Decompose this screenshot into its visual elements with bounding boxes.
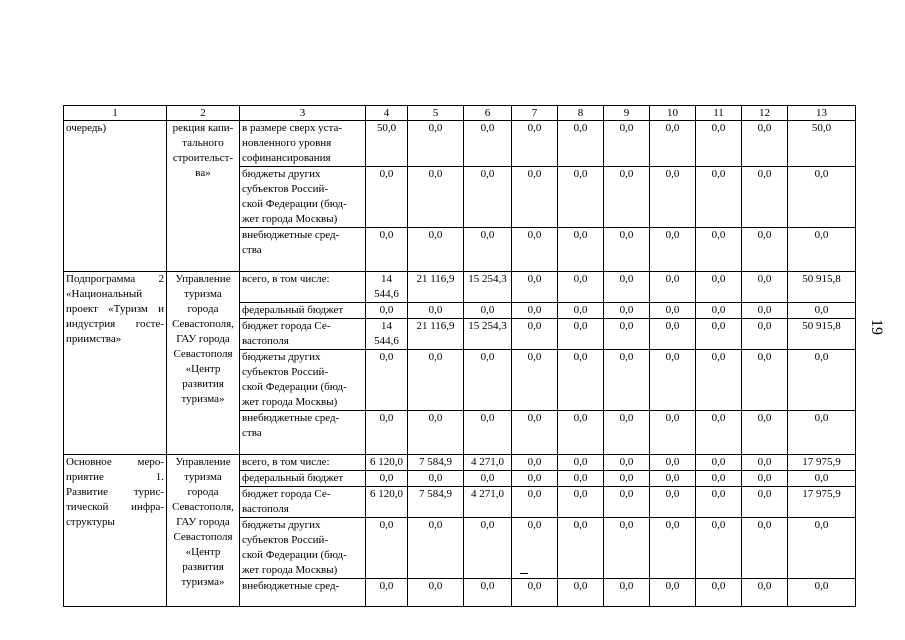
column-number-cell: 12	[742, 106, 788, 121]
column-number-cell: 13	[788, 106, 856, 121]
amount-cell: 0,0	[366, 303, 408, 319]
amount-cell: 0,0	[742, 455, 788, 471]
amount-cell: 0,0	[742, 167, 788, 228]
amount-cell: 0,0	[512, 471, 558, 487]
amount-cell: 0,0	[650, 319, 696, 350]
amount-cell: 21 116,9	[408, 272, 464, 303]
amount-cell: 0,0	[366, 350, 408, 411]
amount-cell: 0,0	[604, 272, 650, 303]
amount-cell: 4 271,0	[464, 487, 512, 518]
amount-cell: 0,0	[650, 579, 696, 607]
budget-table	[63, 105, 856, 607]
amount-cell: 0,0	[464, 411, 512, 455]
column-number-cell: 9	[604, 106, 650, 121]
amount-cell: 50 915,8	[788, 272, 856, 303]
amount-cell: 0,0	[558, 272, 604, 303]
amount-cell: 0,0	[788, 471, 856, 487]
amount-cell: 0,0	[464, 303, 512, 319]
amount-cell: 0,0	[788, 303, 856, 319]
amount-cell: 0,0	[558, 455, 604, 471]
amount-cell: 0,0	[696, 471, 742, 487]
amount-cell: 0,0	[696, 228, 742, 272]
amount-cell: 0,0	[696, 121, 742, 167]
column-number-cell: 4	[366, 106, 408, 121]
amount-cell: 0,0	[408, 350, 464, 411]
amount-cell: 17 975,9	[788, 455, 856, 471]
executor-cell: Управление туризма города Севастополя, ГАУ города Севастополя «Центр развития туризма»	[167, 272, 240, 455]
amount-cell: 0,0	[366, 471, 408, 487]
funding-source-cell: бюджеты других субъектов Россий- ской Федерации (бюд- жет города Москвы)	[240, 350, 366, 411]
amount-cell: 17 975,9	[788, 487, 856, 518]
amount-cell: 0,0	[696, 487, 742, 518]
amount-cell: 50,0	[788, 121, 856, 167]
program-name-cell: Подпрограмма 2 «Национальный проект «Туризм и индустрия госте- приимства»	[64, 272, 167, 455]
amount-cell: 0,0	[512, 303, 558, 319]
amount-cell: 50 915,8	[788, 319, 856, 350]
amount-cell: 0,0	[464, 518, 512, 579]
amount-cell: 50,0	[366, 121, 408, 167]
amount-cell: 0,0	[558, 518, 604, 579]
amount-cell: 0,0	[696, 319, 742, 350]
table-row	[64, 455, 856, 471]
amount-cell: 0,0	[604, 121, 650, 167]
amount-cell: 0,0	[604, 455, 650, 471]
column-number-cell: 7	[512, 106, 558, 121]
amount-cell: 0,0	[558, 303, 604, 319]
funding-source-cell: бюджет города Се- вастополя	[240, 487, 366, 518]
amount-cell: 0,0	[788, 411, 856, 455]
amount-cell: 0,0	[512, 350, 558, 411]
amount-cell: 0,0	[696, 272, 742, 303]
amount-cell: 0,0	[558, 121, 604, 167]
amount-cell: 0,0	[742, 121, 788, 167]
amount-cell: 0,0	[788, 579, 856, 607]
funding-source-cell: бюджеты других субъектов Россий- ской Федерации (бюд- жет города Москвы)	[240, 518, 366, 579]
amount-cell: 0,0	[464, 121, 512, 167]
amount-cell: 6 120,0	[366, 455, 408, 471]
amount-cell: 0,0	[788, 350, 856, 411]
amount-cell: 0,0	[512, 411, 558, 455]
amount-cell: 0,0	[512, 579, 558, 607]
amount-cell: 0,0	[558, 167, 604, 228]
column-number-cell: 8	[558, 106, 604, 121]
amount-cell: 0,0	[604, 228, 650, 272]
amount-cell: 0,0	[604, 319, 650, 350]
amount-cell: 0,0	[604, 579, 650, 607]
amount-cell: 0,0	[408, 228, 464, 272]
amount-cell: 0,0	[742, 272, 788, 303]
funding-source-cell: внебюджетные сред- ства	[240, 228, 366, 272]
amount-cell: 0,0	[696, 411, 742, 455]
amount-cell: 0,0	[464, 350, 512, 411]
amount-cell: 0,0	[512, 487, 558, 518]
amount-cell: 0,0	[366, 411, 408, 455]
column-number-cell: 2	[167, 106, 240, 121]
amount-cell: 0,0	[464, 471, 512, 487]
amount-cell: 0,0	[650, 518, 696, 579]
amount-cell: 0,0	[650, 487, 696, 518]
amount-cell: 0,0	[512, 319, 558, 350]
amount-cell: 0,0	[650, 455, 696, 471]
amount-cell: 0,0	[650, 411, 696, 455]
amount-cell: 15 254,3	[464, 272, 512, 303]
funding-source-cell: внебюджетные сред-	[240, 579, 366, 607]
amount-cell: 6 120,0	[366, 487, 408, 518]
table-header-row	[64, 106, 856, 121]
amount-cell: 0,0	[558, 411, 604, 455]
amount-cell: 0,0	[742, 228, 788, 272]
amount-cell: 0,0	[604, 518, 650, 579]
column-number-cell: 10	[650, 106, 696, 121]
amount-cell: 0,0	[558, 471, 604, 487]
amount-cell: 0,0	[650, 121, 696, 167]
amount-cell: 0,0	[604, 167, 650, 228]
funding-source-cell: бюджеты других субъектов Россий- ской Федерации (бюд- жет города Москвы)	[240, 167, 366, 228]
amount-cell: 0,0	[650, 272, 696, 303]
amount-cell: 0,0	[604, 303, 650, 319]
amount-cell: 0,0	[742, 579, 788, 607]
amount-cell: 0,0	[604, 487, 650, 518]
amount-cell: 0,0	[512, 228, 558, 272]
amount-cell: 4 271,0	[464, 455, 512, 471]
amount-cell: 0,0	[650, 471, 696, 487]
funding-source-cell: всего, в том числе:	[240, 455, 366, 471]
amount-cell: 0,0	[408, 167, 464, 228]
amount-cell: 0,0	[604, 350, 650, 411]
amount-cell: 0,0	[696, 579, 742, 607]
amount-cell: 0,0	[788, 518, 856, 579]
amount-cell: 0,0	[366, 167, 408, 228]
table-row	[64, 272, 856, 303]
amount-cell: 7 584,9	[408, 455, 464, 471]
amount-cell: 0,0	[696, 303, 742, 319]
amount-cell: 0,0	[512, 121, 558, 167]
column-number-cell: 11	[696, 106, 742, 121]
funding-source-cell: всего, в том числе:	[240, 272, 366, 303]
column-number-cell: 6	[464, 106, 512, 121]
amount-cell: 7 584,9	[408, 487, 464, 518]
amount-cell: 0,0	[366, 518, 408, 579]
program-name-cell: очередь)	[64, 121, 167, 272]
amount-cell: 0,0	[366, 579, 408, 607]
amount-cell: 0,0	[696, 167, 742, 228]
amount-cell: 0,0	[696, 455, 742, 471]
amount-cell: 0,0	[742, 303, 788, 319]
amount-cell: 0,0	[558, 319, 604, 350]
amount-cell: 0,0	[558, 487, 604, 518]
amount-cell: 0,0	[650, 167, 696, 228]
amount-cell: 0,0	[366, 228, 408, 272]
scan-mark	[520, 573, 528, 574]
column-number-cell: 1	[64, 106, 167, 121]
amount-cell: 0,0	[742, 518, 788, 579]
amount-cell: 21 116,9	[408, 319, 464, 350]
executor-cell: рекция капи- тального строительст- ва»	[167, 121, 240, 272]
amount-cell: 0,0	[558, 228, 604, 272]
table-row	[64, 121, 856, 167]
amount-cell: 0,0	[604, 411, 650, 455]
column-number-cell: 5	[408, 106, 464, 121]
amount-cell: 0,0	[788, 167, 856, 228]
amount-cell: 0,0	[408, 121, 464, 167]
funding-source-cell: федеральный бюджет	[240, 471, 366, 487]
amount-cell: 0,0	[742, 319, 788, 350]
column-number-cell: 3	[240, 106, 366, 121]
amount-cell: 0,0	[512, 455, 558, 471]
amount-cell: 0,0	[558, 350, 604, 411]
amount-cell: 0,0	[512, 167, 558, 228]
funding-source-cell: внебюджетные сред- ства	[240, 411, 366, 455]
amount-cell: 0,0	[408, 411, 464, 455]
executor-cell: Управление туризма города Севастополя, ГАУ города Севастополя «Центр развития туризма»	[167, 455, 240, 607]
amount-cell: 0,0	[408, 471, 464, 487]
amount-cell: 0,0	[558, 579, 604, 607]
amount-cell: 0,0	[408, 303, 464, 319]
amount-cell: 0,0	[512, 272, 558, 303]
amount-cell: 0,0	[650, 228, 696, 272]
amount-cell: 0,0	[696, 350, 742, 411]
amount-cell: 0,0	[742, 471, 788, 487]
program-name-cell: Основное меро- приятие 1. Развитие турис- тической инфра- структуры	[64, 455, 167, 607]
amount-cell: 0,0	[788, 228, 856, 272]
amount-cell: 0,0	[650, 303, 696, 319]
amount-cell: 0,0	[742, 487, 788, 518]
amount-cell: 0,0	[464, 167, 512, 228]
amount-cell: 14 544,6	[366, 272, 408, 303]
amount-cell: 0,0	[650, 350, 696, 411]
amount-cell: 0,0	[408, 579, 464, 607]
amount-cell: 0,0	[696, 518, 742, 579]
page-number: 19	[868, 319, 885, 335]
amount-cell: 0,0	[464, 579, 512, 607]
amount-cell: 14 544,6	[366, 319, 408, 350]
funding-source-cell: бюджет города Се- вастополя	[240, 319, 366, 350]
amount-cell: 0,0	[512, 518, 558, 579]
amount-cell: 15 254,3	[464, 319, 512, 350]
amount-cell: 0,0	[464, 228, 512, 272]
amount-cell: 0,0	[604, 471, 650, 487]
funding-source-cell: федеральный бюджет	[240, 303, 366, 319]
amount-cell: 0,0	[742, 411, 788, 455]
amount-cell: 0,0	[408, 518, 464, 579]
funding-source-cell: в размере сверх уста- новленного уровня софинансирования	[240, 121, 366, 167]
amount-cell: 0,0	[742, 350, 788, 411]
